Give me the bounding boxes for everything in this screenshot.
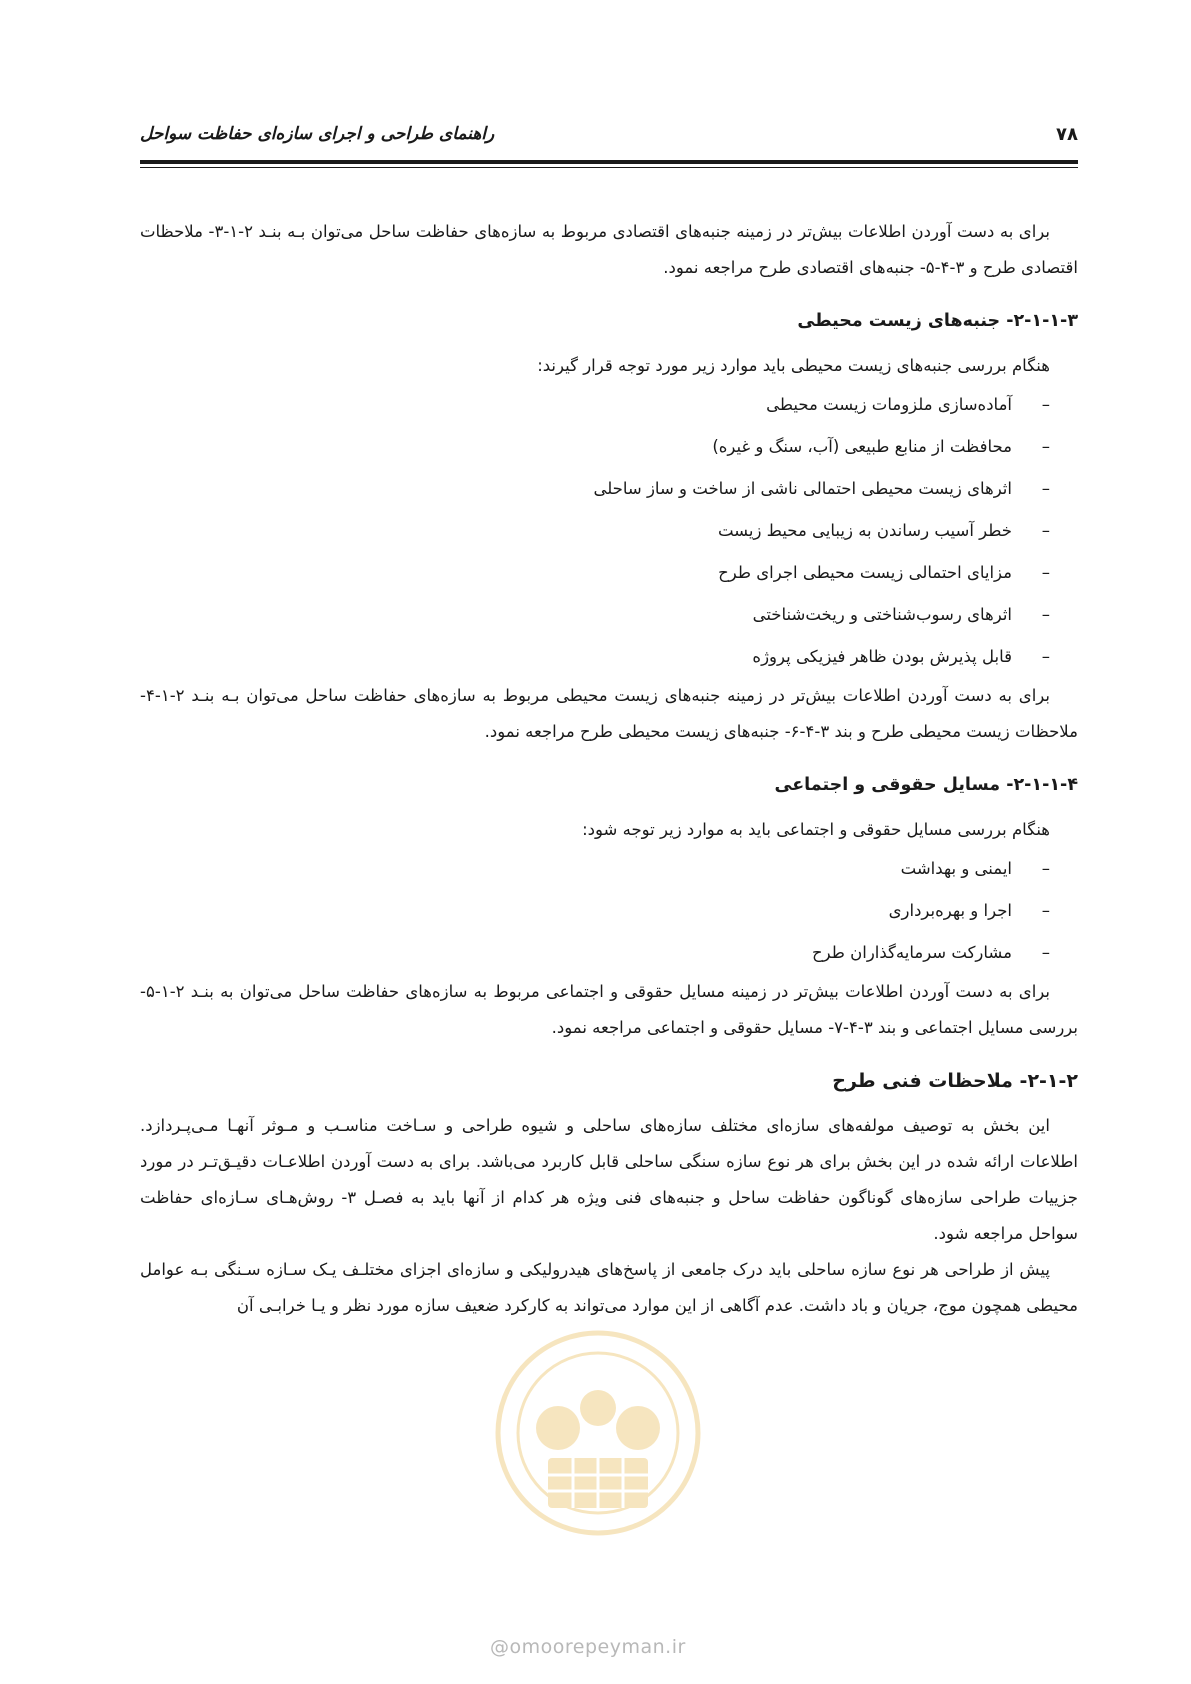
body-text <box>140 214 1078 1324</box>
section-heading-environmental: ۲-۱-۱-۳- جنبه‌های زیست محیطی <box>797 311 1078 331</box>
dash-bullet: – <box>1041 605 1050 624</box>
dash-bullet: – <box>1041 859 1050 878</box>
dash-bullet: – <box>1041 521 1050 540</box>
legal-social-list <box>140 848 1078 974</box>
page-number: ۷۸ <box>1056 124 1078 145</box>
section-intro: هنگام بررسی جنبه‌های زیست محیطی باید موارد زیر مورد توجه قرار گیرند: <box>537 356 1050 375</box>
dash-bullet: – <box>1041 901 1050 920</box>
header-rule-thin <box>140 167 1078 168</box>
section-heading-legal-social: ۲-۱-۱-۴- مسایل حقوقی و اجتماعی <box>774 775 1078 795</box>
paragraph: پیش از طراحی هر نوع سازه ساحلی باید درک جامعی از پاسخ‌های هیدرولیکی و سازه‌ای اجزای مختلـف یـک سـازه سـنگی بـه عوامل محیطی همچون موج، جریان و باد داشت. عدم آگاهی از این موارد می‌تواند به کارکرد ضعیف سازه مورد نظر و یـا خرابـی آن <box>140 1260 1078 1315</box>
environmental-list <box>140 384 1078 678</box>
dash-bullet: – <box>1041 563 1050 582</box>
list-item: – اثرهای زیست محیطی احتمالی ناشی از ساخت و ساز ساحلی <box>140 468 1050 510</box>
list-item: – آماده‌سازی ملزومات زیست محیطی <box>140 384 1050 426</box>
list-item: – قابل پذیرش بودن ظاهر فیزیکی پروژه <box>140 636 1050 678</box>
dash-bullet: – <box>1041 943 1050 962</box>
paragraph: این بخش به توصیف مولفه‌های سازه‌ای مختلف سازه‌های ساحلی و شیوه طراحی و سـاخت مناسـب و مـوثر آنهـا مـی‌پـردازد. اطلاعات ارائه شده در این بخش برای هر نوع سازه سنگی ساحلی قابل کاربرد می‌باشد. برای به دست آوردن اطلاعـات دقیـق‌تـر در مورد جزییات طراحی سازه‌های گوناگون حفاظت ساحل و جنبه‌های فنی ویژه هر کدام از آنها باید به فصـل ۳- روش‌هـای سـازه‌ای حفاظت سواحل مراجعه شود. <box>140 1116 1078 1243</box>
list-item: – اثرهای رسوب‌شناختی و ریخت‌شناختی <box>140 594 1050 636</box>
header-rule-thick <box>140 160 1078 164</box>
section-heading-technical: ۲-۱-۲- ملاحظات فنی طرح <box>832 1070 1078 1092</box>
paragraph: برای به دست آوردن اطلاعات بیش‌تر در زمینه جنبه‌های زیست محیطی مربوط به سازه‌های حفاظت ساحل می‌توان بـه بنـد ۲-۱-۴- ملاحظات زیست محیطی طرح و بند ۳-۴-۶- جنبه‌های زیست محیطی طرح مراجعه نمود. <box>140 686 1078 741</box>
dash-bullet: – <box>1041 437 1050 456</box>
dash-bullet: – <box>1041 395 1050 414</box>
header-title: راهنمای طراحی و اجرای سازه‌ای حفاظت سواحل <box>140 124 495 144</box>
section-intro: هنگام بررسی مسایل حقوقی و اجتماعی باید به موارد زیر توجه شود: <box>582 820 1050 839</box>
list-item: – محافظت از منابع طبیعی (آب، سنگ و غیره) <box>140 426 1050 468</box>
paragraph: برای به دست آوردن اطلاعات بیش‌تر در زمینه جنبه‌های اقتصادی مربوط به سازه‌های حفاظت ساحل می‌توان بـه بنـد ۲-۱-۳- ملاحظات اقتصادی طرح و ۳-۴-۵- جنبه‌های اقتصادی طرح مراجعه نمود. <box>140 222 1078 277</box>
dash-bullet: – <box>1041 647 1050 666</box>
list-item: – خطر آسیب رساندن به زیبایی محیط زیست <box>140 510 1050 552</box>
dash-bullet: – <box>1041 479 1050 498</box>
watermark-site: @omoorepeyman.ir <box>490 1636 686 1658</box>
list-item: – اجرا و بهره‌برداری <box>140 890 1050 932</box>
list-item: – مشارکت سرمایه‌گذاران طرح <box>140 932 1050 974</box>
running-header <box>140 124 1078 152</box>
watermark-seal-icon <box>488 1318 708 1548</box>
list-item: – مزایای احتمالی زیست محیطی اجرای طرح <box>140 552 1050 594</box>
list-item: – ایمنی و بهداشت <box>140 848 1050 890</box>
paragraph: برای به دست آوردن اطلاعات بیش‌تر در زمینه مسایل حقوقی و اجتماعی مربوط به سازه‌های حفاظت ساحل می‌توان به بنـد ۲-۱-۵- بررسی مسایل اجتماعی و بند ۳-۴-۷- مسایل حقوقی و اجتماعی مراجعه نمود. <box>140 982 1078 1037</box>
